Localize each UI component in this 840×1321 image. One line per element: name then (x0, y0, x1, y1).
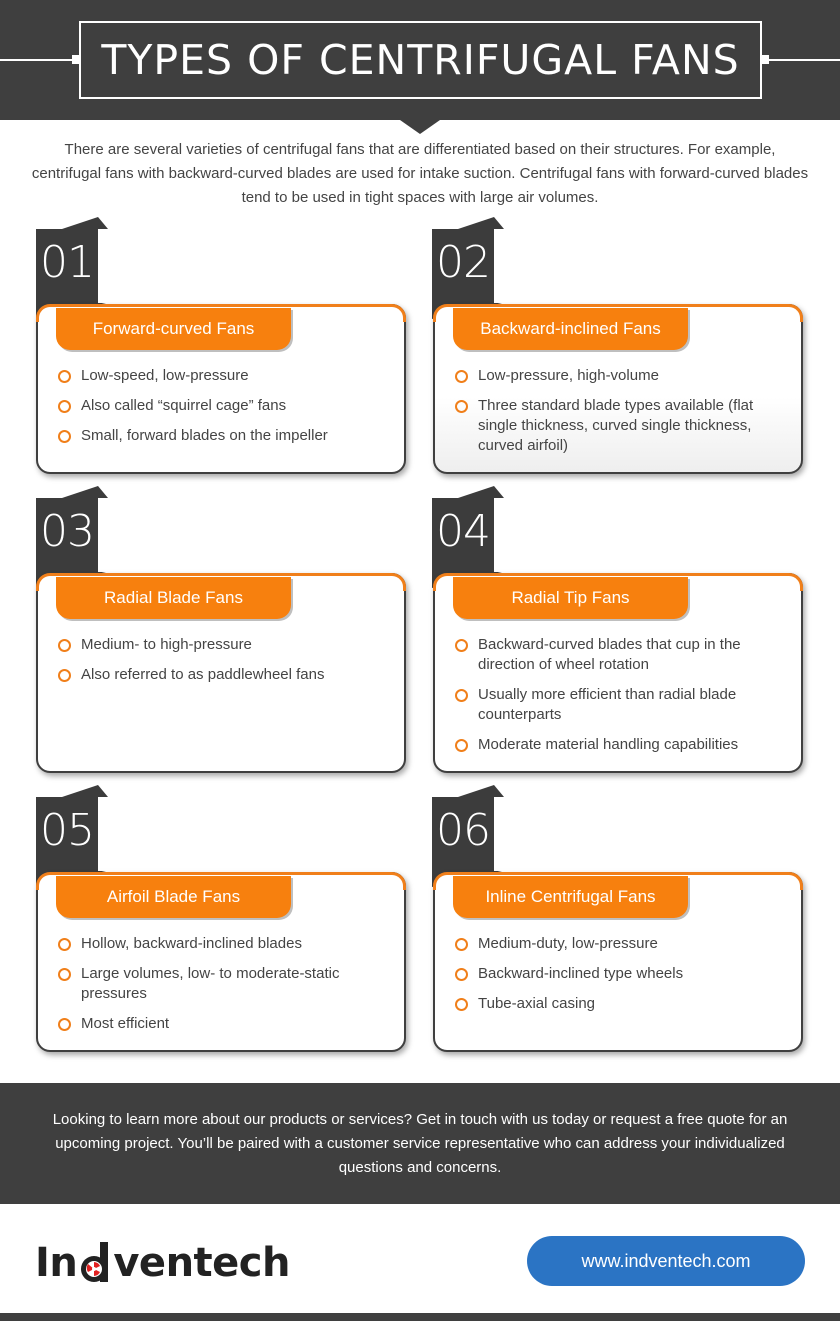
list-item-text: Small, forward blades on the impeller (81, 427, 328, 444)
number-tab (36, 797, 98, 871)
list-item (58, 964, 388, 1004)
list-item (455, 635, 785, 675)
circle-bullet-icon (455, 400, 468, 413)
list-item (455, 964, 785, 984)
list-item-text: Three standard blade types available (flat single thickness, curved single thickness, curved airfoil) (478, 397, 754, 454)
card-title: Inline Centrifugal Fans (453, 876, 688, 918)
list-item-text: Medium- to high-pressure (81, 636, 252, 653)
website-link-button[interactable]: www.indventech.com (527, 1236, 805, 1286)
cta-banner (0, 1083, 840, 1204)
list-item-text: Low-pressure, high-volume (478, 367, 659, 384)
number-tab-corner (62, 785, 108, 797)
card-number: 03 (40, 506, 94, 557)
header-rule-right (762, 59, 840, 61)
bullet-list (455, 934, 785, 1024)
fan-logo-icon (78, 1242, 112, 1284)
number-tab-corner (62, 217, 108, 229)
number-tab-corner (62, 486, 108, 498)
list-item-text: Backward-inclined type wheels (478, 965, 684, 982)
list-item (58, 635, 388, 655)
page-title: TYPES OF CENTRIFUGAL FANS (101, 36, 740, 84)
list-item (455, 994, 785, 1014)
circle-bullet-icon (58, 669, 71, 682)
card-title: Radial Blade Fans (56, 577, 291, 619)
list-item (58, 934, 388, 954)
list-item-text: Tube-axial casing (478, 995, 596, 1012)
list-item (58, 366, 388, 386)
circle-bullet-icon (455, 739, 468, 752)
list-item (455, 366, 785, 386)
list-item (58, 396, 388, 416)
list-item (58, 426, 388, 446)
card-body (433, 872, 803, 1052)
number-tab (432, 498, 494, 572)
number-tab (432, 797, 494, 871)
card-body (36, 872, 406, 1052)
logo-text-suffix: ventech (113, 1240, 290, 1286)
number-tab-corner (458, 785, 504, 797)
list-item (58, 1014, 388, 1034)
list-item-text: Hollow, backward-inclined blades (81, 935, 302, 952)
cta-text: Looking to learn more about our products or services? Get in touch with us today or request a free quote for an upcoming project. You’ll be paired with a customer service representative who can address your individualized questions and concerns. (52, 1111, 788, 1176)
list-item-text: Also referred to as paddlewheel fans (81, 666, 325, 683)
list-item (455, 934, 785, 954)
list-item-text: Backward-curved blades that cup in the direction of wheel rotation (478, 636, 741, 673)
bullet-list (58, 934, 388, 1044)
list-item-text: Medium-duty, low-pressure (478, 935, 658, 952)
number-tab (36, 229, 98, 303)
list-item (455, 685, 785, 725)
card-body (433, 304, 803, 474)
circle-bullet-icon (455, 968, 468, 981)
intro-paragraph: There are several varieties of centrifugal fans that are differentiated based on their structures. For example, centrifugal fans with backward-curved blades are used for intake suction. Centrifugal fans with forward-curved blades tend to be used in tight spaces with large air volumes. (31, 141, 809, 206)
list-item-text: Large volumes, low- to moderate-static pressures (81, 965, 340, 1002)
card-number: 05 (40, 805, 94, 856)
circle-bullet-icon (455, 938, 468, 951)
number-tab-corner (458, 217, 504, 229)
bullet-list (58, 635, 388, 695)
company-logo[interactable] (35, 1239, 290, 1287)
card-number: 02 (436, 237, 490, 288)
list-item-text: Also called “squirrel cage” fans (81, 397, 287, 414)
list-item-text: Moderate material handling capabilities (478, 736, 739, 753)
header-pointer (400, 120, 440, 134)
card-title: Backward-inclined Fans (453, 308, 688, 350)
list-item-text: Low-speed, low-pressure (81, 367, 249, 384)
list-item (455, 735, 785, 755)
circle-bullet-icon (58, 370, 71, 383)
circle-bullet-icon (58, 938, 71, 951)
circle-bullet-icon (455, 689, 468, 702)
card-body (36, 573, 406, 773)
number-tab-corner (458, 486, 504, 498)
list-item (58, 665, 388, 685)
list-item-text: Most efficient (81, 1015, 170, 1032)
circle-bullet-icon (58, 430, 71, 443)
circle-bullet-icon (58, 639, 71, 652)
circle-bullet-icon (58, 968, 71, 981)
card-title: Radial Tip Fans (453, 577, 688, 619)
list-item (455, 396, 785, 456)
card-title: Forward-curved Fans (56, 308, 291, 350)
card-body (36, 304, 406, 474)
circle-bullet-icon (455, 370, 468, 383)
card-number: 06 (436, 805, 490, 856)
bullet-list (455, 366, 785, 466)
card-number: 01 (40, 237, 94, 288)
card-number: 04 (436, 506, 490, 557)
number-tab (432, 229, 494, 303)
circle-bullet-icon (58, 1018, 71, 1031)
list-item-text: Usually more efficient than radial blade counterparts (478, 686, 737, 723)
header-banner (0, 0, 840, 120)
bottom-bar (0, 1313, 840, 1321)
header-rule-left (0, 59, 78, 61)
card-body (433, 573, 803, 773)
circle-bullet-icon (455, 998, 468, 1011)
circle-bullet-icon (58, 400, 71, 413)
logo-text-prefix: In (35, 1240, 78, 1286)
number-tab (36, 498, 98, 572)
bullet-list (58, 366, 388, 456)
bullet-list (455, 635, 785, 765)
card-title: Airfoil Blade Fans (56, 876, 291, 918)
circle-bullet-icon (455, 639, 468, 652)
title-frame (79, 21, 762, 99)
